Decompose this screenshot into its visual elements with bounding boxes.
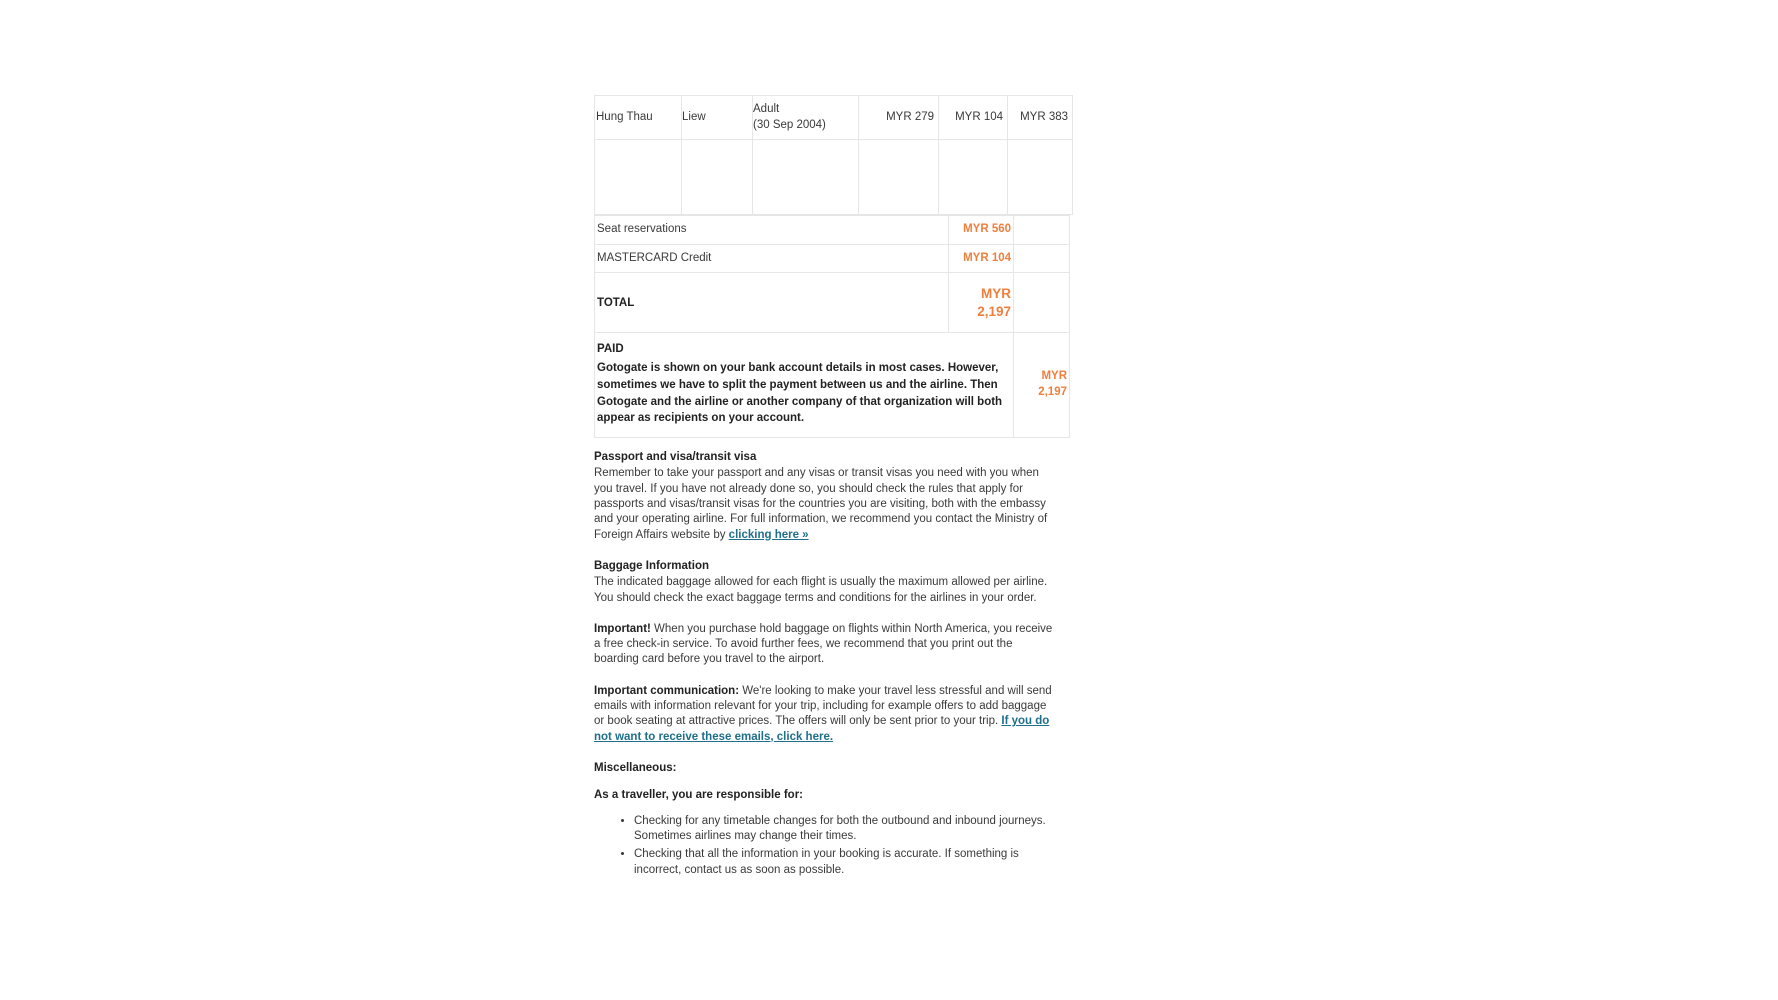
summary-amount-seat-reservations: MYR 560 (949, 216, 1014, 245)
passenger-last-name: Liew (682, 96, 753, 140)
passenger-price-total: MYR 383 (1008, 96, 1073, 140)
spacer-cell-2 (682, 140, 753, 215)
summary-spacer-1 (1014, 244, 1070, 273)
price-summary-table (594, 215, 1070, 438)
spacer-cell-5 (939, 140, 1008, 215)
passport-body-text: Remember to take your passport and any visas or transit visas you need with you when you travel. If you have not already done so, you should check the rules that apply for passports and visas/transit visas for the countries you are visiting, both with the embassy and your operating airline. For full information, we recommend you contact the Ministry of Foreign Affairs website by (594, 467, 1048, 541)
section-important (594, 622, 1058, 668)
communication-paragraph (594, 684, 1058, 745)
passenger-price-table (594, 95, 1073, 215)
passport-heading: Passport and visa/transit visa (594, 450, 757, 463)
total-amount: MYR 2,197 (949, 273, 1014, 332)
responsibility-heading: As a traveller, you are responsible for: (594, 789, 803, 802)
passenger-dob: (30 Sep 2004) (753, 118, 826, 131)
paid-text: Gotogate is shown on your bank account details in most cases. However, sometimes we have to split the payment between us and the airline. Then Gotogate and the airline or another company of that organization will both appear as recipients on your account. (597, 362, 1003, 425)
passport-link[interactable]: clicking here » (728, 528, 809, 541)
spacer-cell-4 (859, 140, 939, 215)
paid-notice (595, 332, 1014, 437)
responsibility-list (594, 814, 1058, 878)
passport-body (594, 466, 1058, 542)
communication-label: Important communication: (594, 684, 740, 697)
important-body: When you purchase hold baggage on flights within North America, you receive a free check-in service. To avoid further fees, we recommend that you print out the boarding card before you travel to the airport. (594, 622, 1053, 666)
baggage-body: The indicated baggage allowed for each flight is usually the maximum allowed per airline. You should check the exact baggage terms and conditions for the airlines in your order. (594, 576, 1048, 604)
section-responsibility (594, 788, 1058, 878)
list-item: • Checking that all the information in your booking is accurate. If something is incorrect, contact us as soon as possible. (634, 847, 1058, 878)
important-paragraph (594, 622, 1058, 668)
section-miscellaneous (594, 761, 1058, 777)
spacer-cell-1 (595, 140, 682, 215)
total-spacer (1014, 273, 1070, 332)
baggage-heading: Baggage Information (594, 559, 710, 572)
paid-amount: MYR 2,197 (1014, 332, 1070, 437)
booking-confirmation-document (594, 95, 1068, 881)
summary-amount-mastercard-credit: MYR 104 (949, 244, 1014, 273)
miscellaneous-heading: Miscellaneous: (594, 761, 677, 774)
paid-title: PAID (597, 342, 624, 355)
passenger-type: Adult (753, 103, 780, 115)
passenger-price-tax: MYR 104 (939, 96, 1008, 140)
total-label: TOTAL (595, 273, 949, 332)
spacer-cell-6 (1008, 140, 1073, 215)
section-communication (594, 684, 1058, 745)
table-row-paid (595, 332, 1070, 437)
summary-spacer-0 (1014, 216, 1070, 245)
table-row-total (595, 273, 1070, 332)
summary-label-seat-reservations: Seat reservations (595, 216, 949, 245)
passenger-type-cell (753, 96, 859, 140)
passenger-price-base: MYR 279 (859, 96, 939, 140)
spacer-cell-3 (753, 140, 859, 215)
table-row (595, 216, 1070, 245)
table-row-spacer (595, 140, 1073, 215)
communication-body: We're looking to make your travel less stressful and will send emails with information relevant for your trip, including for example offers to add baggage or book seating at attractive prices. The offers will only be sent prior to your trip. (594, 684, 1052, 728)
important-label: Important! (594, 622, 651, 635)
section-passport (594, 450, 1058, 543)
list-item: • Checking for any timetable changes for both the outbound and inbound journeys. Sometimes airlines may change their times. (634, 814, 1058, 845)
table-row (595, 96, 1073, 140)
unsubscribe-link[interactable]: If you do not want to receive these emails, click here. (594, 715, 1050, 743)
table-row (595, 244, 1070, 273)
passenger-first-name: Hung Thau (595, 96, 682, 140)
summary-label-mastercard-credit: MASTERCARD Credit (595, 244, 949, 273)
section-baggage (594, 559, 1058, 606)
